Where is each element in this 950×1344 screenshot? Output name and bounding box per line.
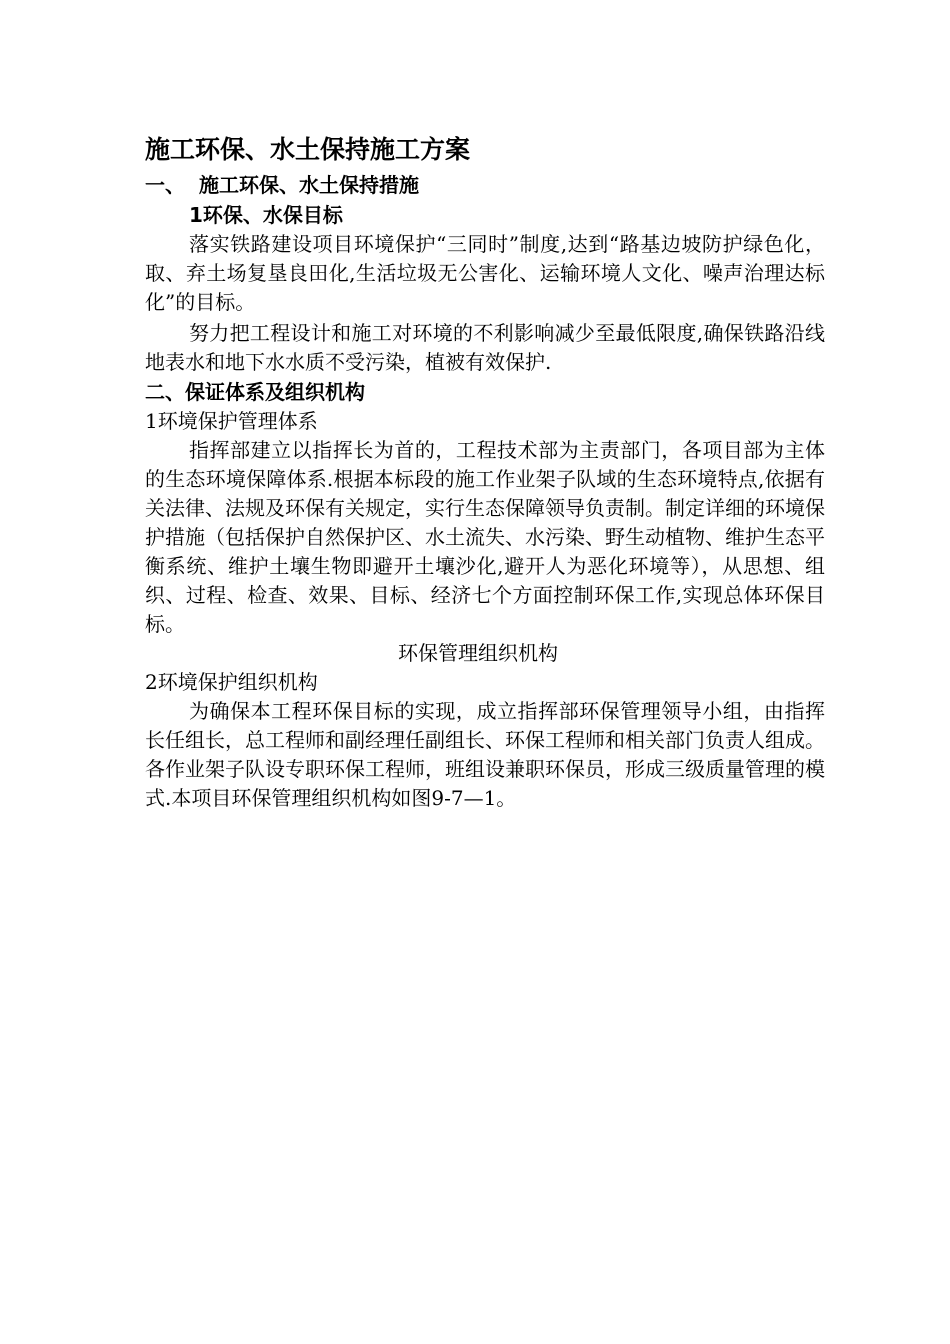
document-page [145,132,825,813]
subsection-1-1-heading: 1环保、水保目标 [189,203,343,227]
subsection-2-1-heading: 1环境保护管理体系 [145,409,318,433]
subsection-2-2-heading: 2环境保护组织机构 [145,670,318,694]
paragraph-1-1-b: 努力把工程设计和施工对环境的不利影响减少至最低限度,确保铁路沿线地表水和地下水水质不受污染，植被有效保护. [145,321,825,374]
paragraph-2-2: 为确保本工程环保目标的实现，成立指挥部环保管理领导小组，由指挥长任组长，总工程师和副经理任副组长、环保工程师和相关部门负责人组成。各作业架子队设专职环保工程师，班组设兼职环保员，形成三级质量管理的模式.本项目环保管理组织机构如图9-7—1。 [145,699,825,810]
section-2-heading: 二、保证体系及组织机构 [145,380,365,404]
section-1-heading [145,170,825,200]
paragraph-1-1-a: 落实铁路建设项目环境保护“三同时”制度,达到“路基边坡防护绿色化，取、弃土场复垦良田化,生活垃圾无公害化、运输环境人文化、噪声治理达标化”的目标。 [145,232,825,314]
section-1-heading-text: 施工环保、水土保持措施 [199,173,419,197]
figure-caption: 环保管理组织机构 [398,641,558,665]
section-1-number: 一、 [145,173,185,197]
document-title: 施工环保、水土保持施工方案 [145,135,471,164]
paragraph-2-1: 指挥部建立以指挥长为首的，工程技术部为主责部门，各项目部为主体的生态环境保障体系.根据本标段的施工作业架子队域的生态环境特点,依据有关法律、法规及环保有关规定，实行生态保障领导负责制。制定详细的环境保护措施（包括保护自然保护区、水土流失、水污染、野生动植物、维护生态平衡系统、维护土壤生物即避开土壤沙化,避开人为恶化环境等），从思想、组织、过程、检查、效果、目标、经济七个方面控制环保工作,实现总体环保目标。 [145,438,825,636]
